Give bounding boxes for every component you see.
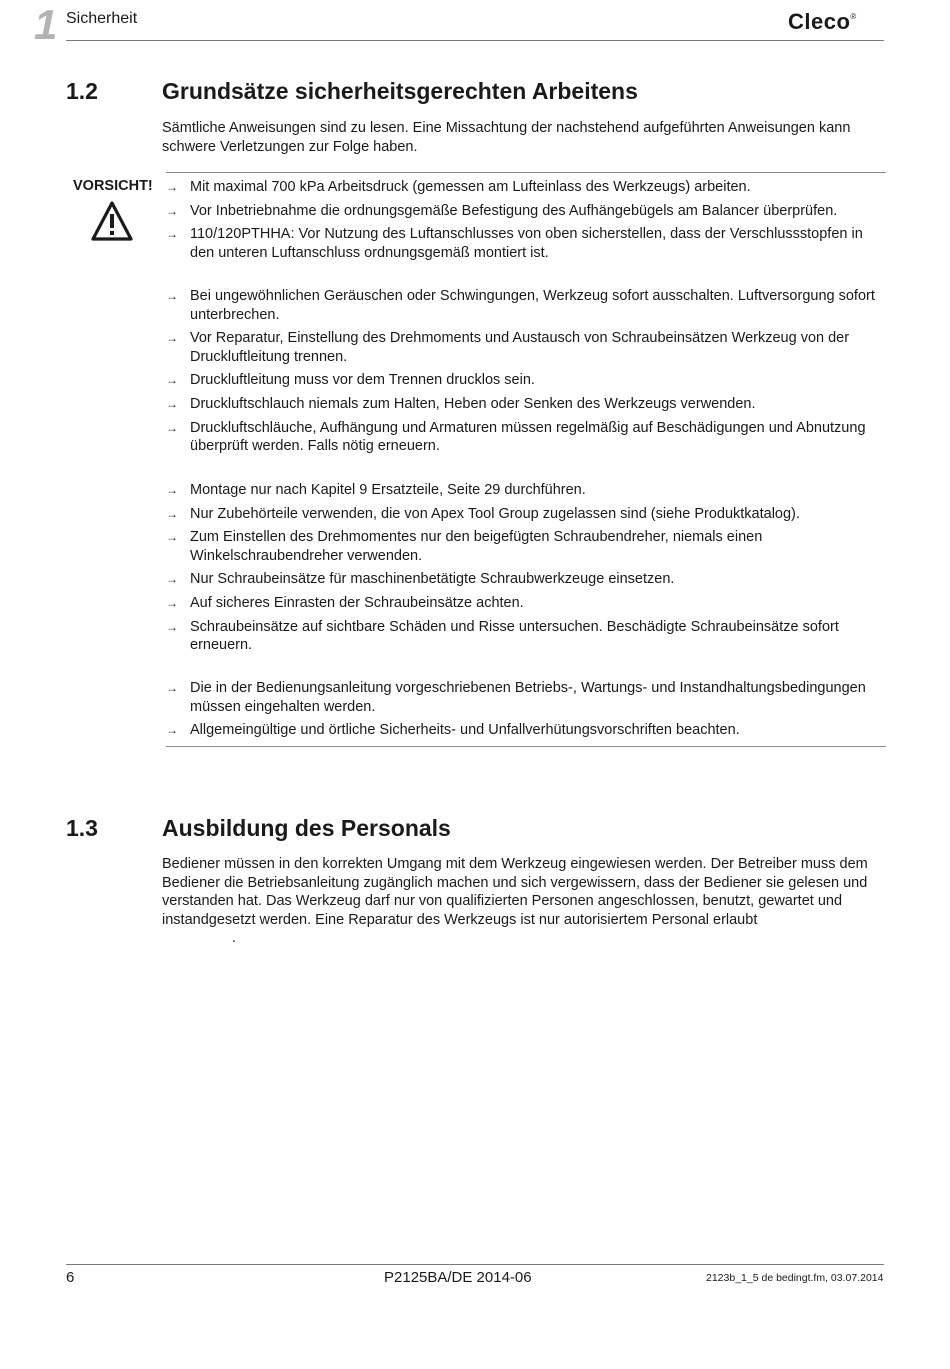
- arrow-icon: →: [166, 530, 178, 545]
- chapter-number: 1: [34, 1, 58, 48]
- arrow-icon: →: [166, 396, 178, 411]
- warning-triangle-icon: [90, 200, 134, 242]
- list-item-text: Vor Inbetriebnahme die ordnungsgemäße Befestigung des Aufhängebügels am Balancer überprüfen.: [190, 202, 838, 219]
- list-item: [166, 528, 888, 565]
- document-id: P2125BA/DE 2014-06: [384, 1269, 532, 1286]
- list-item-text: Mit maximal 700 kPa Arbeitsdruck (gemessen am Lufteinlass des Werkzeugs) arbeiten.: [190, 179, 751, 195]
- arrow-icon: →: [166, 483, 178, 497]
- list-item-text: Montage nur nach Kapitel 9 Ersatzteile, Seite 29 durchführen.: [190, 482, 586, 498]
- list-item: [166, 505, 888, 524]
- section-number: 1.3: [66, 815, 98, 841]
- caution-list-3: [166, 481, 888, 660]
- caution-bottom-rule: [166, 746, 886, 747]
- arrow-icon: →: [166, 595, 178, 610]
- list-item: [166, 202, 888, 221]
- list-item-text: Die in der Bedienungsanleitung vorgeschriebenen Betriebs-, Wartungs- und Instandhaltungsbedingungen müssen eingehalten werden.: [190, 680, 866, 715]
- list-item-text: Druckluftschlauch niemals zum Halten, Heben oder Senken des Werkzeugs verwenden.: [190, 395, 756, 412]
- list-item-text: Druckluftleitung muss vor dem Trennen drucklos sein.: [190, 372, 535, 389]
- list-item-text: Druckluftschläuche, Aufhängung und Armaturen müssen regelmäßig auf Beschädigungen und Abnutzung überprüft werden. Falls nötig erneuern.: [190, 419, 866, 455]
- caution-list-4: [166, 679, 888, 745]
- list-item: [166, 287, 888, 324]
- caution-label: VORSICHT!: [73, 178, 153, 194]
- arrow-icon: →: [166, 619, 178, 634]
- section-body: [162, 855, 888, 948]
- list-item: [166, 419, 888, 456]
- cleco-logo: [788, 9, 857, 35]
- arrow-icon: →: [166, 723, 178, 738]
- arrow-icon: →: [166, 681, 178, 695]
- list-item: [166, 594, 888, 613]
- list-item: [166, 225, 888, 262]
- list-item: [166, 721, 888, 740]
- list-item: [166, 395, 888, 414]
- list-item-text: Nur Zubehörteile verwenden, die von Apex Tool Group zugelassen sind (siehe Produktkatalog).: [190, 505, 800, 522]
- chapter-title: Sicherheit: [66, 10, 138, 27]
- list-item-text: Schraubeinsätze auf sichtbare Schäden und Risse untersuchen. Beschädigte Schraubeinsätze sofort erneuern.: [190, 618, 839, 654]
- header-rule: [66, 40, 884, 41]
- caution-top-rule: [166, 172, 886, 173]
- section-title: Grundsätze sicherheitsgerechten Arbeitens: [162, 78, 638, 104]
- arrow-icon: →: [166, 506, 178, 521]
- list-item-text: Vor Reparatur, Einstellung des Drehmoments und Austausch von Schraubeinsätzen Werkzeug von der Druckluftleitung trennen.: [190, 330, 850, 365]
- list-item-text: 110/120PTHHA: Vor Nutzung des Luftanschlusses von oben sicherstellen, dass der Verschlussstopfen in den unteren Luftanschluss ordnungsgemäß montiert ist.: [190, 226, 863, 261]
- arrow-icon: →: [166, 203, 178, 218]
- section-title: Ausbildung des Personals: [162, 815, 451, 841]
- list-item: [166, 371, 888, 390]
- arrow-icon: →: [166, 227, 178, 242]
- list-item-text: Nur Schraubeinsätze für maschinenbetätigte Schraubwerkzeuge einsetzen.: [190, 571, 675, 588]
- list-item: [166, 329, 888, 366]
- page-header: [0, 0, 950, 48]
- list-item: [166, 481, 888, 500]
- arrow-icon: →: [166, 331, 178, 346]
- list-item-text: Allgemeingültige und örtliche Sicherheits- und Unfallverhütungsvorschriften beachten.: [190, 722, 740, 739]
- arrow-icon: →: [166, 289, 178, 303]
- file-info: 2123b_1_5 de bedingt.fm, 03.07.2014: [706, 1272, 884, 1284]
- registered-mark: ®: [850, 12, 857, 21]
- section-body-text: Bediener müssen in den korrekten Umgang mit dem Werkzeug eingewiesen werden. Der Betreiber muss dem Bediener die Betriebsanleitung zugänglich machen und sich vergewissern, dass der Bediener sie gelesen und verstanden hat. Das Werkzeug darf nur von qualifizierten Personen angeschlossen, benutzt, gewartet und instandgesetzt werden. Eine Reparatur des Werkzeugs ist nur autorisiertem Personal erlaubt: [162, 856, 868, 928]
- arrow-icon: →: [166, 420, 178, 435]
- caution-list-1: [166, 178, 888, 267]
- list-item: [166, 570, 888, 589]
- list-item: [166, 178, 888, 197]
- list-item: [166, 679, 888, 716]
- page-number: 6: [66, 1269, 75, 1286]
- caution-list-2: [166, 287, 888, 461]
- arrow-icon: →: [166, 572, 178, 587]
- section-number: 1.2: [66, 78, 98, 104]
- footer-rule: [66, 1264, 884, 1265]
- arrow-icon: →: [166, 373, 178, 388]
- list-item-text: Zum Einstellen des Drehmomentes nur den beigefügten Schraubendreher, niemals einen Winkelschraubendreher verwenden.: [190, 529, 763, 564]
- trailing-dot: .: [232, 930, 237, 947]
- list-item-text: Auf sicheres Einrasten der Schraubeinsätze achten.: [190, 594, 524, 611]
- arrow-icon: →: [166, 180, 178, 194]
- section-heading-1-3: [66, 815, 451, 842]
- list-item: [166, 618, 888, 655]
- list-item-text: Bei ungewöhnlichen Geräuschen oder Schwingungen, Werkzeug sofort ausschalten. Luftversorgung sofort unterbrechen.: [190, 288, 875, 323]
- section-heading-1-2: [66, 78, 638, 105]
- logo-text: Cleco: [788, 9, 851, 34]
- section-intro: Sämtliche Anweisungen sind zu lesen. Eine Missachtung der nachstehend aufgeführten Anweisungen kann schwere Verletzungen zur Folge haben.: [162, 120, 851, 155]
